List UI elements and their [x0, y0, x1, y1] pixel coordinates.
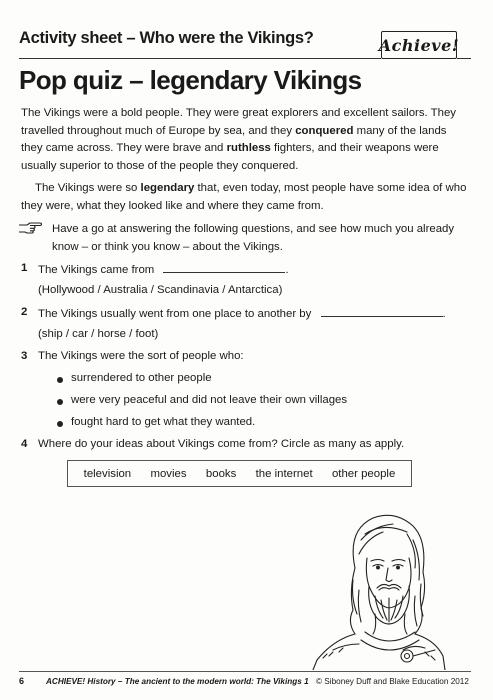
bullet-dot — [57, 377, 63, 383]
footer-rule — [19, 671, 471, 672]
question-1-blank[interactable] — [163, 262, 285, 273]
question-1-options: (Hollywood / Australia / Scandinavia / Antarctica) — [38, 284, 283, 296]
footer-series: ACHIEVE! History – The ancient to the modern world: The Vikings 1 — [46, 677, 309, 686]
bullet-dot — [57, 421, 63, 427]
pointing-hand-icon — [18, 222, 42, 234]
choice-television[interactable]: television — [83, 467, 132, 480]
footer-copyright: © Siboney Duff and Blake Education 2012 — [316, 677, 469, 686]
question-2-text: The Vikings usually went from one place to another by . — [38, 308, 446, 320]
question-3-option-3: fought hard to get what they wanted. — [71, 416, 256, 428]
achieve-badge: Achieve! — [381, 31, 457, 59]
choice-the-internet[interactable]: the internet — [255, 467, 313, 480]
source-choices-box — [67, 460, 412, 487]
viking-portrait-illustration — [303, 510, 453, 670]
header-rule-right — [457, 58, 471, 59]
question-3-text: The Vikings were the sort of people who: — [38, 350, 244, 362]
question-3-option-1: surrendered to other people — [71, 372, 212, 384]
activity-sheet-heading: Activity sheet – Who were the Vikings? — [19, 29, 314, 47]
page-title: Pop quiz – legendary Vikings — [19, 65, 362, 95]
instruction-text: Have a go at answering the following questions, and see how much you already know – or think you know – about the Vikings. — [52, 223, 455, 253]
intro-paragraph-2: The Vikings were so legendary that, even today, most people have some idea of who they were, what they looked like and where they came from. — [21, 182, 467, 212]
question-1-number: 1 — [21, 262, 28, 274]
question-3-number: 3 — [21, 350, 28, 362]
question-2-blank[interactable] — [321, 306, 443, 317]
page-number: 6 — [19, 676, 25, 686]
question-2-options: (ship / car / horse / foot) — [38, 328, 159, 340]
bullet-dot — [57, 399, 63, 405]
question-4-text: Where do your ideas about Vikings come from? Circle as many as apply. — [38, 438, 405, 450]
question-1-text: The Vikings came from . — [38, 264, 289, 276]
choice-other-people[interactable]: other people — [331, 467, 396, 480]
choice-books[interactable]: books — [205, 467, 237, 480]
question-2-number: 2 — [21, 306, 28, 318]
question-4-number: 4 — [21, 438, 28, 450]
header-rule — [19, 58, 381, 59]
choice-movies[interactable]: movies — [150, 467, 187, 480]
question-3-option-2: were very peaceful and did not leave their own villages — [71, 394, 348, 406]
intro-paragraph-1: The Vikings were a bold people. They were great explorers and excellent sailors. They travelled throughout much of Europe by sea, and they conquered many of the lands they came across. They were brave and ruthless fighters, and their weapons were usually superior to those of the people they conquered. — [21, 107, 456, 172]
